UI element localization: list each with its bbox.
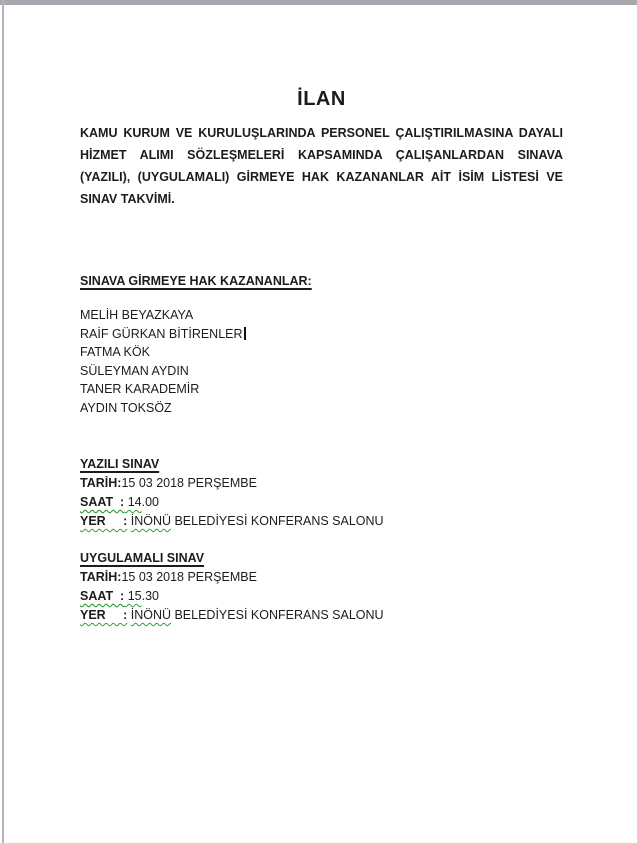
time-value: 14 [124,495,142,509]
time-value-rest: .00 [141,495,159,509]
date-label: TARİH: [80,476,122,490]
written-exam-place-row [80,512,384,531]
page-top-edge [0,0,637,5]
written-exam-date-row [80,474,384,493]
practical-exam-date-row [80,568,384,587]
practical-exam-section [80,549,384,625]
text-cursor [244,327,246,340]
qualified-names-list [80,306,246,417]
list-item: TANER KARADEMİR [80,382,200,396]
intro-line: SINAV TAKVİMİ. [80,192,175,206]
practical-exam-time-row [80,587,384,606]
time-value-rest: .30 [141,589,159,603]
list-item: AYDIN TOKSÖZ [80,400,172,415]
list-item: SÜLEYMAN AYDIN [80,363,189,378]
date-label: TARİH: [80,570,122,584]
written-exam-time-row [80,493,384,512]
place-name: İNÖNÜ [130,608,171,622]
time-label: SAAT : [80,495,125,509]
place-label: YER : [80,608,128,622]
place-label: YER : [80,514,128,528]
list-item: FATMA KÖK [80,345,150,359]
place-rest: BELEDİYESİ KONFERANS SALONU [171,608,384,622]
place-name: İNÖNÜ [130,514,171,528]
page-title: İLAN [297,88,346,110]
intro-line: HİZMET ALIMI SÖZLEŞMELERİ KAPSAMINDA ÇALIŞANLARDAN SINAVA [80,148,563,162]
date-value: 15 03 2018 PERŞEMBE [121,476,257,490]
page-left-edge [2,0,4,843]
date-value: 15 03 2018 PERŞEMBE [121,570,257,584]
written-exam-section [80,455,384,531]
practical-exam-heading: UYGULAMALI SINAV [80,551,205,565]
place-rest: BELEDİYESİ KONFERANS SALONU [171,514,384,528]
time-value: 15 [124,589,142,603]
intro-line: KAMU KURUM VE KURULUŞLARINDA PERSONEL ÇALIŞTIRILMASINA DAYALI [80,126,563,140]
practical-exam-place-row [80,606,384,625]
time-label: SAAT : [80,589,125,603]
written-exam-heading: YAZILI SINAV [80,457,160,471]
list-item: MELİH BEYAZKAYA [80,308,194,322]
list-item: RAİF GÜRKAN BİTİRENLER [80,325,246,344]
intro-line: (YAZILI), (UYGULAMALI) GİRMEYE HAK KAZANANLAR AİT İSİM LİSTESİ VE [80,170,563,184]
qualified-list-heading: SINAVA GİRMEYE HAK KAZANANLAR: [80,274,312,288]
intro-paragraph [80,122,563,210]
